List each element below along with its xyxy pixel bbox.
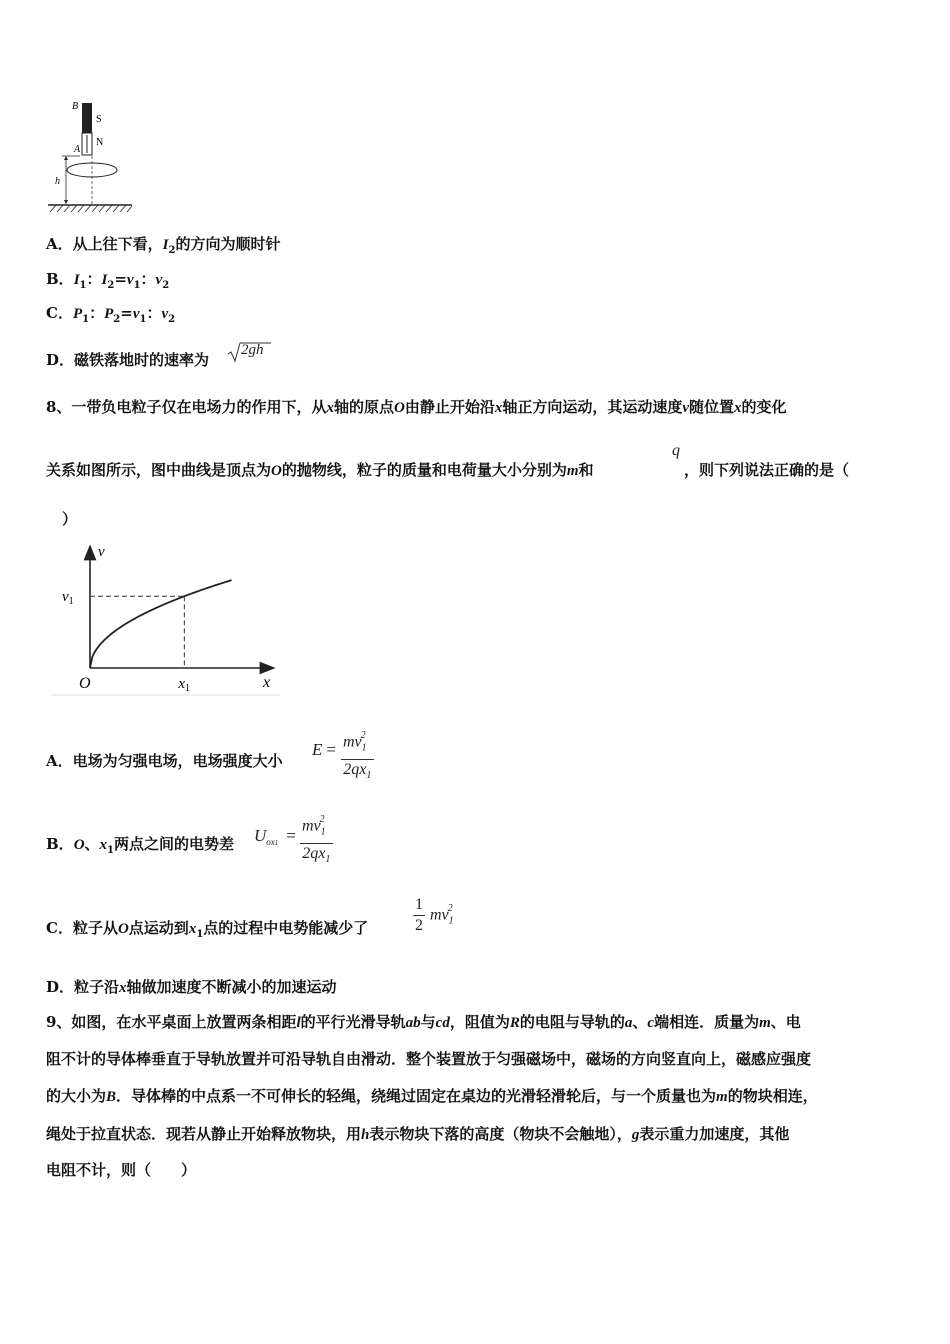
q8-b-fraction: $\frac{mv_1^2}{2qx_1}$ (300, 812, 333, 870)
magnet-s-pole (82, 103, 92, 133)
q8-c-tail: $mv_1^2$ (430, 903, 454, 927)
q8-stem-line2-tail: ，则下列说法正确的是（ (684, 461, 850, 479)
x1-tick-label: $x_1$ (178, 676, 191, 694)
v1-tick-label: $v_1$ (62, 589, 74, 608)
q8-b-lhs: $U_{ox1}$ = (254, 826, 296, 848)
q9-stem-line3: 的大小为B．导体棒的中点系一不可伸长的轻绳，绕绳过固定在桌边的光滑轻滑轮后，与一个质量也为m的物块相连， (46, 1087, 818, 1105)
conducting-ring (67, 163, 117, 177)
label-h: h (55, 176, 60, 187)
v-x-chart (52, 540, 284, 698)
q9-stem-line4: 绳处于拉直状态．现若从静止开始释放物块，用h表示物块下落的高度（物块不会触地），g表示重力加速度，其他 (46, 1125, 790, 1143)
q8-q-symbol: q (672, 442, 680, 459)
y-axis-label: v (98, 544, 105, 560)
curve-v-of-x (90, 580, 232, 668)
label-N: N (96, 137, 104, 148)
magnet-ring-figure (40, 98, 140, 216)
q8-stem-line3: ） (62, 510, 78, 528)
origin-label: O (79, 675, 91, 692)
q9-stem-line2: 阻不计的导体棒垂直于导轨放置并可沿导轨自由滑动．整个装置放于匀强磁场中，磁场的方向竖直向上，磁感应强度 (46, 1050, 812, 1068)
q8-a-lhs: E = (312, 740, 336, 759)
q7-option-a[interactable]: A．从上往下看，$I_2$的方向为顺时针 (46, 235, 281, 256)
q8-option-a[interactable]: A．电场为匀强电场，电场强度大小 (46, 752, 283, 770)
label-B: B (72, 101, 79, 112)
q8-stem-line1: 8、一带负电粒子仅在电场力的作用下，从x轴的原点O由静止开始沿x轴正方向运动，其运动速度v随位置x的变化 (46, 398, 787, 416)
sqrt-radicand: 2gh (241, 342, 264, 358)
q9-stem-line5: 电阻不计，则（ ） (46, 1161, 197, 1179)
q8-option-d[interactable]: D．粒子沿x轴做加速度不断减小的加速运动 (46, 978, 337, 996)
q8-a-fraction: $\frac{mv_1^2}{2qx_1}$ (341, 728, 374, 786)
label-A: A (74, 144, 81, 155)
q8-option-c[interactable]: C．粒子从O点运动到$x_1$点的过程中电势能减少了 (46, 919, 369, 940)
q8-c-fraction: $\frac{1}{2}$ (415, 896, 423, 934)
label-S: S (96, 114, 102, 125)
q7-option-b[interactable]: B．$I_1$：$I_2=v_1$：$v_2$ (46, 270, 170, 291)
q8-option-b[interactable]: B．O、$x_1$两点之间的电势差 (46, 835, 235, 856)
x-axis-label: x (263, 674, 271, 691)
q7-option-d[interactable]: D．磁铁落地时的速率为 (46, 351, 210, 369)
q7-option-c[interactable]: C．$P_1$：$P_2=v_1$：$v_2$ (46, 304, 176, 325)
q8-stem-line2: 关系如图所示，图中曲线是顶点为O的抛物线，粒子的质量和电荷量大小分别为m和 (46, 461, 594, 479)
q9-stem-line1: 9、如图，在水平桌面上放置两条相距l的平行光滑导轨ab与cd，阻值为R的电阻与导轨的a、c端相连．质量为m、电 (46, 1013, 801, 1031)
